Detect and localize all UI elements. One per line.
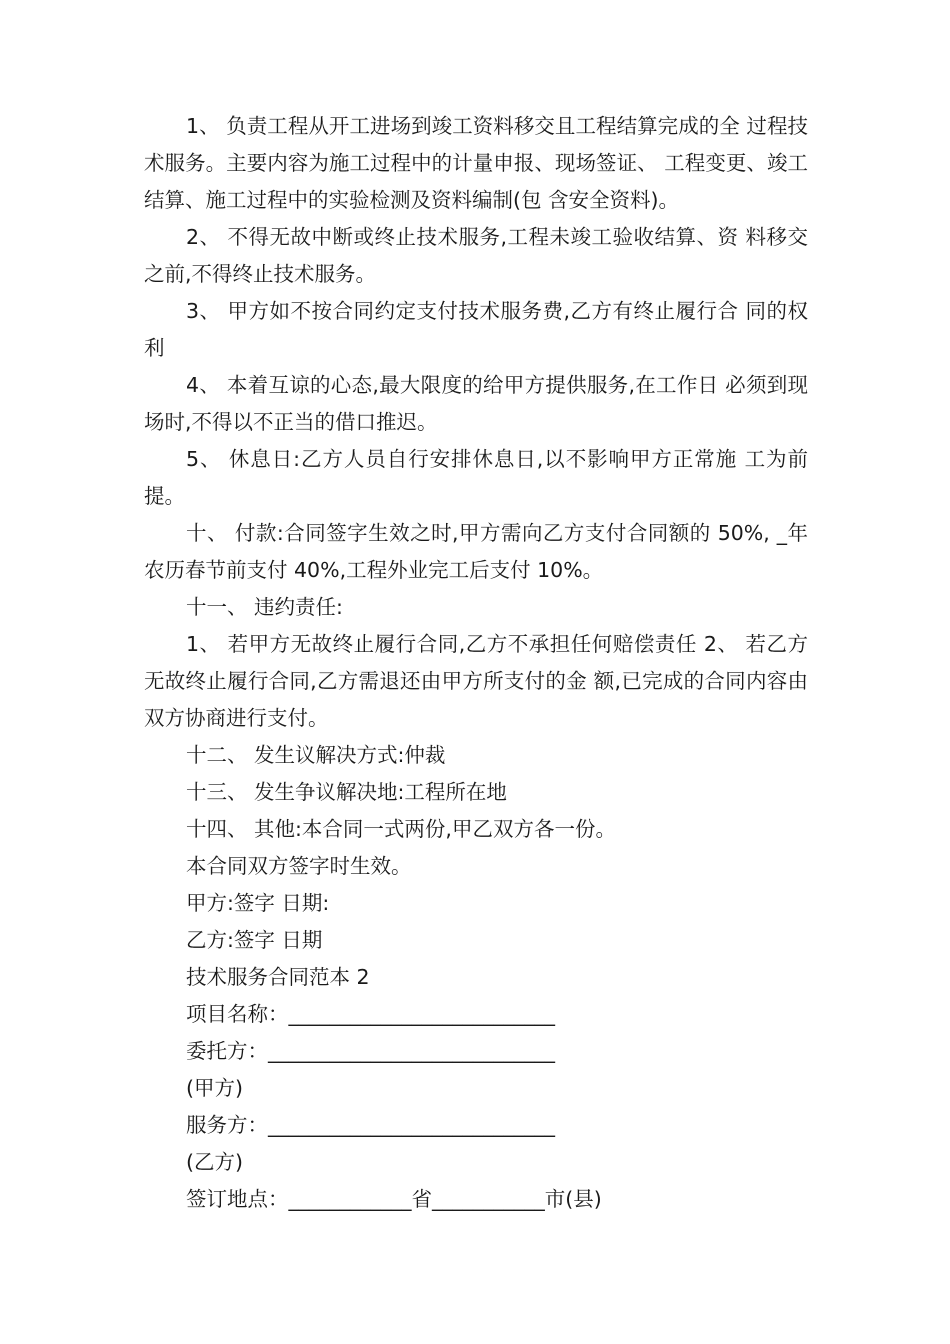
- section-11-heading: 十一、 违约责任:: [186, 595, 343, 619]
- section-11-liability: 1、 若甲方无故终止履行合同,乙方不承担任何赔偿责任 2、 若乙方无故终止履行合同,乙方需退还由甲方所支付的金 额,已完成的合同内容由双方协商进行支付。: [144, 632, 808, 730]
- clause-2-no-interruption: 2、 不得无故中断或终止技术服务,工程未竣工验收结算、资 料移交之前,不得终止技术服务。: [144, 225, 808, 286]
- provider-note: (乙方): [186, 1150, 243, 1174]
- clause-1-full-service: 1、 负责工程从开工进场到竣工资料移交且工程结算完成的全 过程技术服务。主要内容为施工过程中的计量申报、现场签证、 工程变更、竣工结算、施工过程中的实验检测及资料编制(包 含安全资料)。: [144, 114, 808, 212]
- clause-3-termination-right: 3、 甲方如不按合同约定支付技术服务费,乙方有终止履行合 同的权利: [144, 299, 808, 360]
- sign-place-field: 签订地点：____________省___________市(县): [186, 1187, 602, 1211]
- provider-field: 服务方：____________________________: [186, 1113, 555, 1137]
- section-12-dispute-method: 十二、 发生议解决方式:仲裁: [186, 743, 446, 767]
- project-name-field: 项目名称：__________________________: [186, 1002, 555, 1026]
- effective-clause: 本合同双方签字时生效。: [186, 854, 412, 878]
- clause-4-onsite-service: 4、 本着互谅的心态,最大限度的给甲方提供服务,在工作日 必须到现场时,不得以不正当的借口推迟。: [144, 373, 808, 434]
- client-note: (甲方): [186, 1076, 243, 1100]
- client-field: 委托方：____________________________: [186, 1039, 555, 1063]
- section-10-payment: 十、 付款:合同签字生效之时,甲方需向乙方支付合同额的 50%, _年农历春节前支付 40%,工程外业完工后支付 10%。: [144, 521, 808, 582]
- section-13-dispute-place: 十三、 发生争议解决地:工程所在地: [186, 780, 507, 804]
- party-a-signature: 甲方:签字 日期:: [186, 891, 330, 915]
- section-14-other: 十四、 其他:本合同一式两份,甲乙双方各一份。: [186, 817, 616, 841]
- party-b-signature: 乙方:签字 日期: [186, 928, 323, 952]
- template-2-title: 技术服务合同范本 2: [186, 965, 370, 989]
- clause-5-rest-days: 5、 休息日:乙方人员自行安排休息日,以不影响甲方正常施 工为前提。: [144, 447, 808, 508]
- document-body: [144, 108, 808, 1218]
